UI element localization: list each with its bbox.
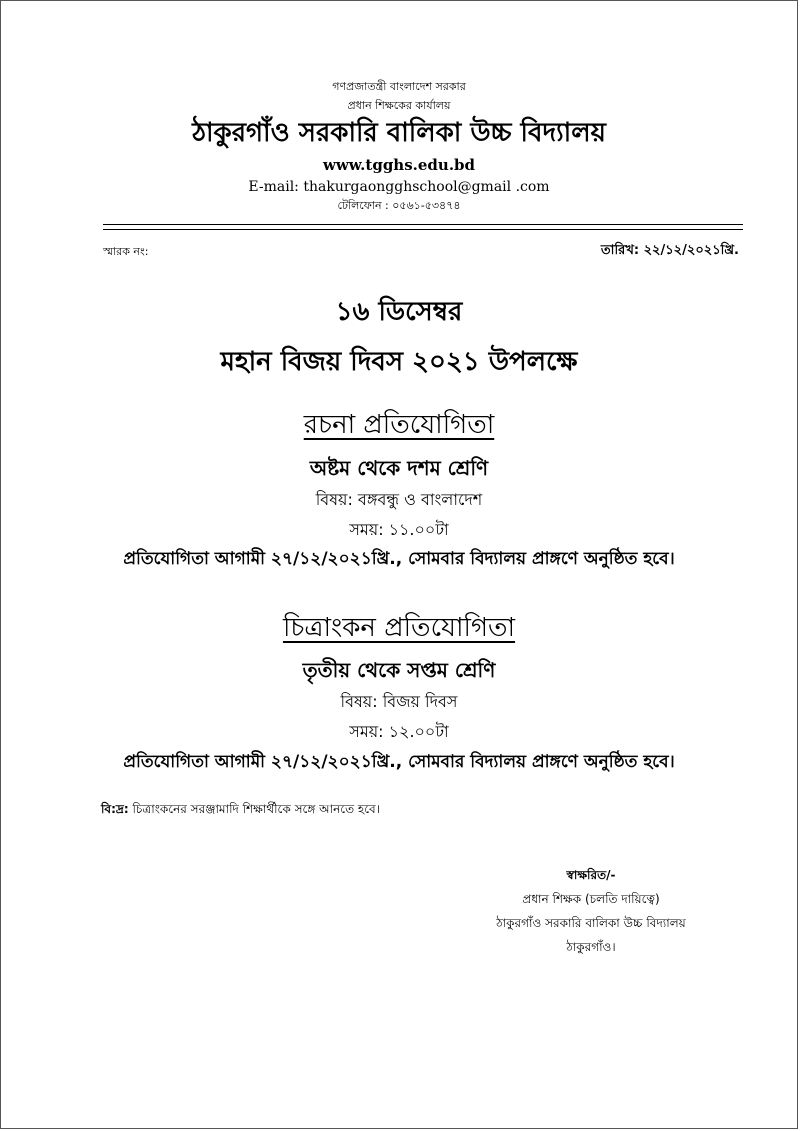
drawing-competition-heading: চিত্রাংকন প্রতিযোগিতা — [282, 613, 516, 643]
note — [101, 801, 380, 821]
essay-schedule: প্রতিযোগিতা আগামী ২৭/১২/২০২১খ্রি., সোমবার বিদ্যালয় প্রাঙ্গণে অনুষ্ঠিত হবে। — [123, 549, 675, 569]
title-occasion: মহান বিজয় দিবস ২০২১ উপলক্ষে — [220, 347, 578, 377]
email-line[interactable]: E-mail: thakurgaongghschool@gmail .com — [248, 179, 550, 195]
note-text: চিত্রাংকনের সরঞ্জামাদি শিক্ষার্থীকে সঙ্গে আনতে হবে। — [128, 802, 381, 816]
drawing-time: সময়: ১২.০০টা — [349, 722, 449, 741]
header-divider — [103, 224, 743, 230]
drawing-topic: বিষয়: বিজয় দিবস — [340, 692, 458, 711]
memo-number: স্মারক নং: — [103, 245, 149, 258]
signature-school: ঠাকুরগাঁও সরকারি বালিকা উচ্চ বিদ্যালয় — [496, 916, 686, 930]
drawing-classes: তৃতীয় থেকে সপ্তম শ্রেণি — [302, 658, 496, 682]
phone-line: টেলিফোন : ০৫৬১-৫৩৪৭৪ — [337, 199, 461, 212]
title-date: ১৬ ডিসেম্বর — [335, 297, 463, 327]
issue-date: তারিখ: ২২/১২/২০২১খ্রি. — [600, 243, 739, 258]
office-line: প্রধান শিক্ষকের কার্যালয় — [347, 99, 451, 112]
signature-designation: প্রধান শিক্ষক (চলতি দায়িত্বে) — [522, 892, 660, 906]
essay-topic: বিষয়: বঙ্গবন্ধু ও বাংলাদেশ — [315, 490, 483, 509]
letterhead — [1, 79, 797, 214]
drawing-schedule: প্রতিযোগিতা আগামী ২৭/১২/২০২১খ্রি., সোমবার বিদ্যালয় প্রাঙ্গণে অনুষ্ঠিত হবে। — [123, 752, 675, 772]
school-name: ঠাকুরগাঁও সরকারি বালিকা উচ্চ বিদ্যালয় — [192, 118, 606, 148]
website-link[interactable]: www.tgghs.edu.bd — [322, 156, 476, 174]
essay-classes: অষ্টম থেকে দশম শ্রেণি — [309, 456, 489, 480]
signature-block — [441, 863, 741, 959]
essay-time: সময়: ১১.০০টা — [349, 520, 449, 539]
signature-place: ঠাকুরগাঁও। — [566, 940, 616, 954]
essay-competition-heading: রচনা প্রতিযোগিতা — [303, 410, 495, 440]
note-label: বি:দ্র: — [101, 802, 129, 816]
government-line: গণপ্রজাতন্ত্রী বাংলাদেশ সরকার — [332, 80, 466, 93]
signature-signed: স্বাক্ষরিত/- — [566, 868, 616, 882]
